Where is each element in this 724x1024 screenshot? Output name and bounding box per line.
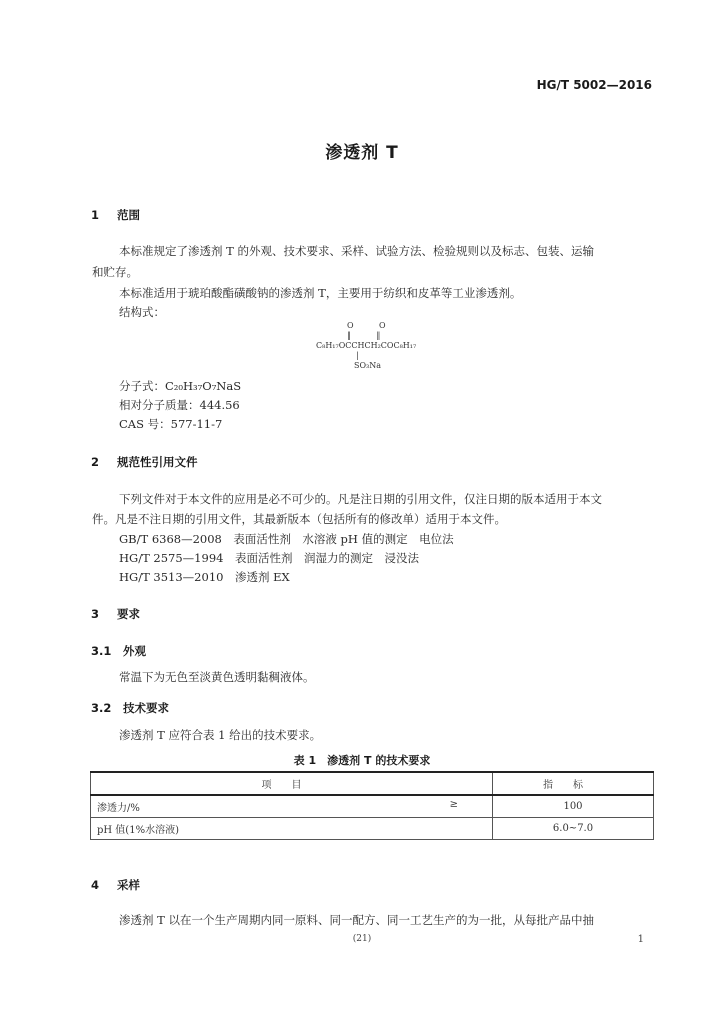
section-number: 3.1 [91, 644, 112, 658]
table-row [91, 795, 654, 818]
section-number: 1 [91, 208, 100, 222]
section-title: 规范性引用文件 [117, 455, 198, 469]
item-label: pH 值(1%水溶液) [97, 825, 179, 836]
paragraph: 下列文件对于本文件的应用是必不可少的。凡是注日期的引用文件，仅注日期的版本适用于本文 [119, 492, 602, 506]
reference-item: HG/T 3513—2010 渗透剂 EX [119, 570, 290, 584]
molecular-formula: 分子式：C₂₀H₃₇O₇NaS [119, 379, 242, 393]
paragraph: 渗透剂 T 应符合表 1 给出的技术要求。 [119, 728, 322, 742]
footer-code: (21) [352, 934, 372, 944]
section-number: 3 [91, 607, 100, 621]
reference-item: GB/T 6368—2008 表面活性剂 水溶液 pH 值的测定 电位法 [119, 532, 454, 546]
comparison-mark: ≥ [449, 799, 458, 810]
item-label: 渗透力/% [97, 803, 140, 814]
formula-oxygen-row: O O [347, 321, 386, 330]
paragraph: 渗透剂 T 以在一个生产周期内同一原料、同一配方、同一工艺生产的为一批，从每批产品中抽 [119, 913, 594, 927]
page-number: 1 [637, 934, 644, 945]
reference-item: HG/T 2575—1994 表面活性剂 润湿力的测定 浸没法 [119, 551, 419, 565]
table-caption: 表 1 渗透剂 T 的技术要求 [293, 754, 431, 767]
molecular-mass: 相对分子质量：444.56 [119, 398, 240, 412]
section-1-heading [91, 207, 140, 223]
cas-number: CAS 号：577-11-7 [119, 417, 223, 431]
row-value: 6.0~7.0 [493, 818, 654, 840]
section-2-heading [91, 454, 198, 470]
page-title: 渗透剂 T [325, 143, 399, 163]
paragraph: 件。凡是不注日期的引用文件，其最新版本（包括所有的修改单）适用于本文件。 [92, 512, 506, 526]
section-number: 4 [91, 878, 100, 892]
section-4-heading [91, 877, 140, 893]
section-title: 外观 [123, 644, 146, 658]
section-3-heading [91, 606, 140, 622]
table-header-row [91, 772, 654, 795]
section-number: 3.2 [91, 701, 112, 715]
section-number: 2 [91, 455, 100, 469]
formula-bond-row: ‖ ‖ [347, 331, 381, 340]
formula-main-chain: C₈H₁₇OCCHCH₂COC₈H₁₇ [316, 341, 417, 350]
formula-bond-vertical: | [356, 351, 359, 360]
row-value: 100 [493, 795, 654, 818]
section-title: 采样 [117, 878, 140, 892]
section-title: 范围 [117, 208, 140, 222]
paragraph: 常温下为无色至淡黄色透明黏稠液体。 [119, 670, 315, 684]
row-item [91, 795, 493, 818]
standard-number: HG/T 5002—2016 [536, 78, 652, 92]
header-value: 指标 [493, 772, 654, 795]
section-3-2-heading [91, 700, 169, 716]
section-title: 技术要求 [123, 701, 169, 715]
paragraph: 结构式： [119, 305, 165, 319]
paragraph: 和贮存。 [92, 265, 138, 279]
requirements-table [90, 771, 654, 840]
section-title: 要求 [117, 607, 140, 621]
formula-substituent: SO₃Na [354, 361, 382, 370]
section-3-1-heading [91, 643, 146, 659]
paragraph: 本标准适用于琥珀酸酯磺酸钠的渗透剂 T，主要用于纺织和皮革等工业渗透剂。 [119, 286, 522, 300]
paragraph: 本标准规定了渗透剂 T 的外观、技术要求、采样、试验方法、检验规则以及标志、包装、运输 [119, 244, 594, 258]
row-item [91, 818, 493, 840]
table-row [91, 818, 654, 840]
header-item: 项目 [91, 772, 493, 795]
